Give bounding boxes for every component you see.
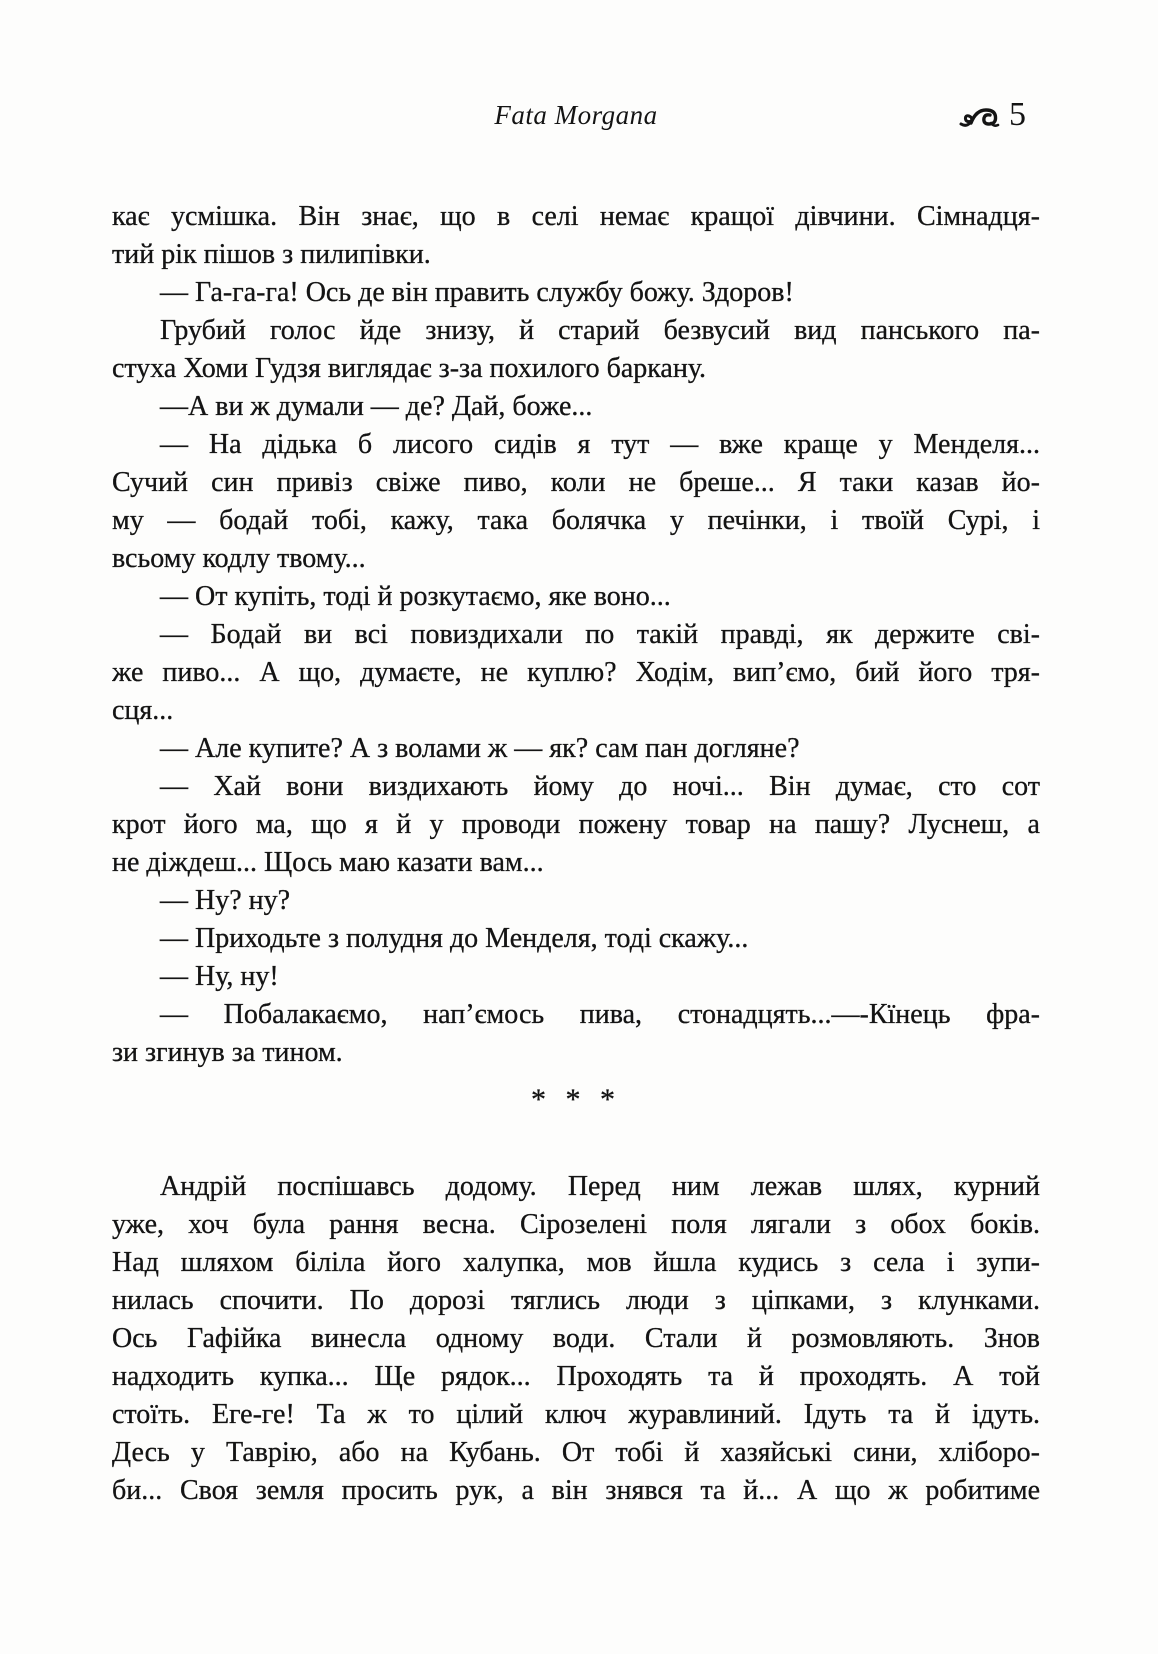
running-header xyxy=(112,96,1040,134)
text-line: уже, хоч була рання весна. Сірозелені поля лягали з обох боків. xyxy=(112,1209,1040,1240)
text-line: Над шляхом біліла його халупка, мов йшла кудись з села і зупи- xyxy=(112,1247,1040,1278)
text-line: стоїть. Еге-ге! Та ж то цілий ключ журавлиний. Ідуть та й ідуть. xyxy=(112,1399,1040,1430)
text-line: — Приходьте з полудня до Менделя, тоді скажу... xyxy=(160,923,749,954)
text-line: — Але купите? А з волами ж — як? сам пан догляне? xyxy=(160,733,800,764)
text-line: — Бодай ви всі повиздихали по такій правді, як держите сві- xyxy=(160,619,1040,650)
text-line: нилась спочити. По дорозі тяглись люди з ціпками, з клунками. xyxy=(112,1285,1040,1316)
text-line: — На дідька б лисого сидів я тут — вже краще у Менделя... xyxy=(160,429,1040,460)
text-line: надходить купка... Ще рядок... Проходять та й проходять. А той xyxy=(112,1361,1040,1392)
page-number: 5 xyxy=(1009,96,1026,133)
section-divider: * * * xyxy=(531,1083,621,1116)
text-line: Ось Гафійка винесла одному води. Стали й розмовляють. Знов xyxy=(112,1323,1040,1354)
text-line: Сучий син привіз свіже пиво, коли не бреше... Я таки казав йо- xyxy=(112,467,1040,498)
text-section-2 xyxy=(112,1168,1040,1510)
text-line: — Побалакаємо, нап’ємось пива, стонадцять...—-Кїнець фра- xyxy=(160,999,1040,1030)
text-line: всьому кодлу твому... xyxy=(112,543,366,574)
text-line: —А ви ж думали — де? Дай, боже... xyxy=(160,391,593,422)
text-line: би... Своя земля просить рук, а він знявся та й... А що ж робитиме xyxy=(112,1475,1040,1506)
text-line: му — бодай тобі, кажу, така болячка у печінки, і твоїй Сурі, і xyxy=(112,505,1040,536)
text-section-1 xyxy=(112,198,1040,1072)
text-line: стуха Хоми Гудзя виглядає з-за похилого баркану. xyxy=(112,353,707,384)
text-line: крот його ма, що я й у проводи пожену товар на пашу? Луснеш, а xyxy=(112,809,1040,840)
text-line: — От купіть, тоді й розкутаємо, яке воно... xyxy=(160,581,671,612)
fleuron-icon xyxy=(958,105,1000,132)
running-title: Fata Morgana xyxy=(494,100,658,130)
text-line: же пиво... А що, думаєте, не куплю? Ходім, вип’ємо, бий його тря- xyxy=(112,657,1040,688)
text-line: — Ну? ну? xyxy=(160,885,291,916)
text-line: Грубий голос йде знизу, й старий безвусий вид панського па- xyxy=(160,315,1040,346)
text-line: кає усмішка. Він знає, що в селі немає кращої дівчини. Сімнадця- xyxy=(112,201,1040,232)
text-line: не діждеш... Щось маю казати вам... xyxy=(112,847,544,878)
text-line: — Га-га-га! Ось де він править службу божу. Здоров! xyxy=(160,277,794,308)
text-line: тий рік пішов з пилипівки. xyxy=(112,239,431,270)
text-line: Десь у Таврію, або на Кубань. От тобі й хазяйські сини, хліборо- xyxy=(112,1437,1040,1468)
page-number-group xyxy=(958,96,1026,134)
text-line: — Ну, ну! xyxy=(160,961,279,992)
text-line: Андрій поспішавсь додому. Перед ним лежав шлях, курний xyxy=(160,1171,1040,1202)
text-line: — Хай вони виздихають йому до ночі... Він думає, сто сот xyxy=(160,771,1040,802)
text-line: сця... xyxy=(112,695,174,726)
text-line: зи згинув за тином. xyxy=(112,1037,343,1068)
